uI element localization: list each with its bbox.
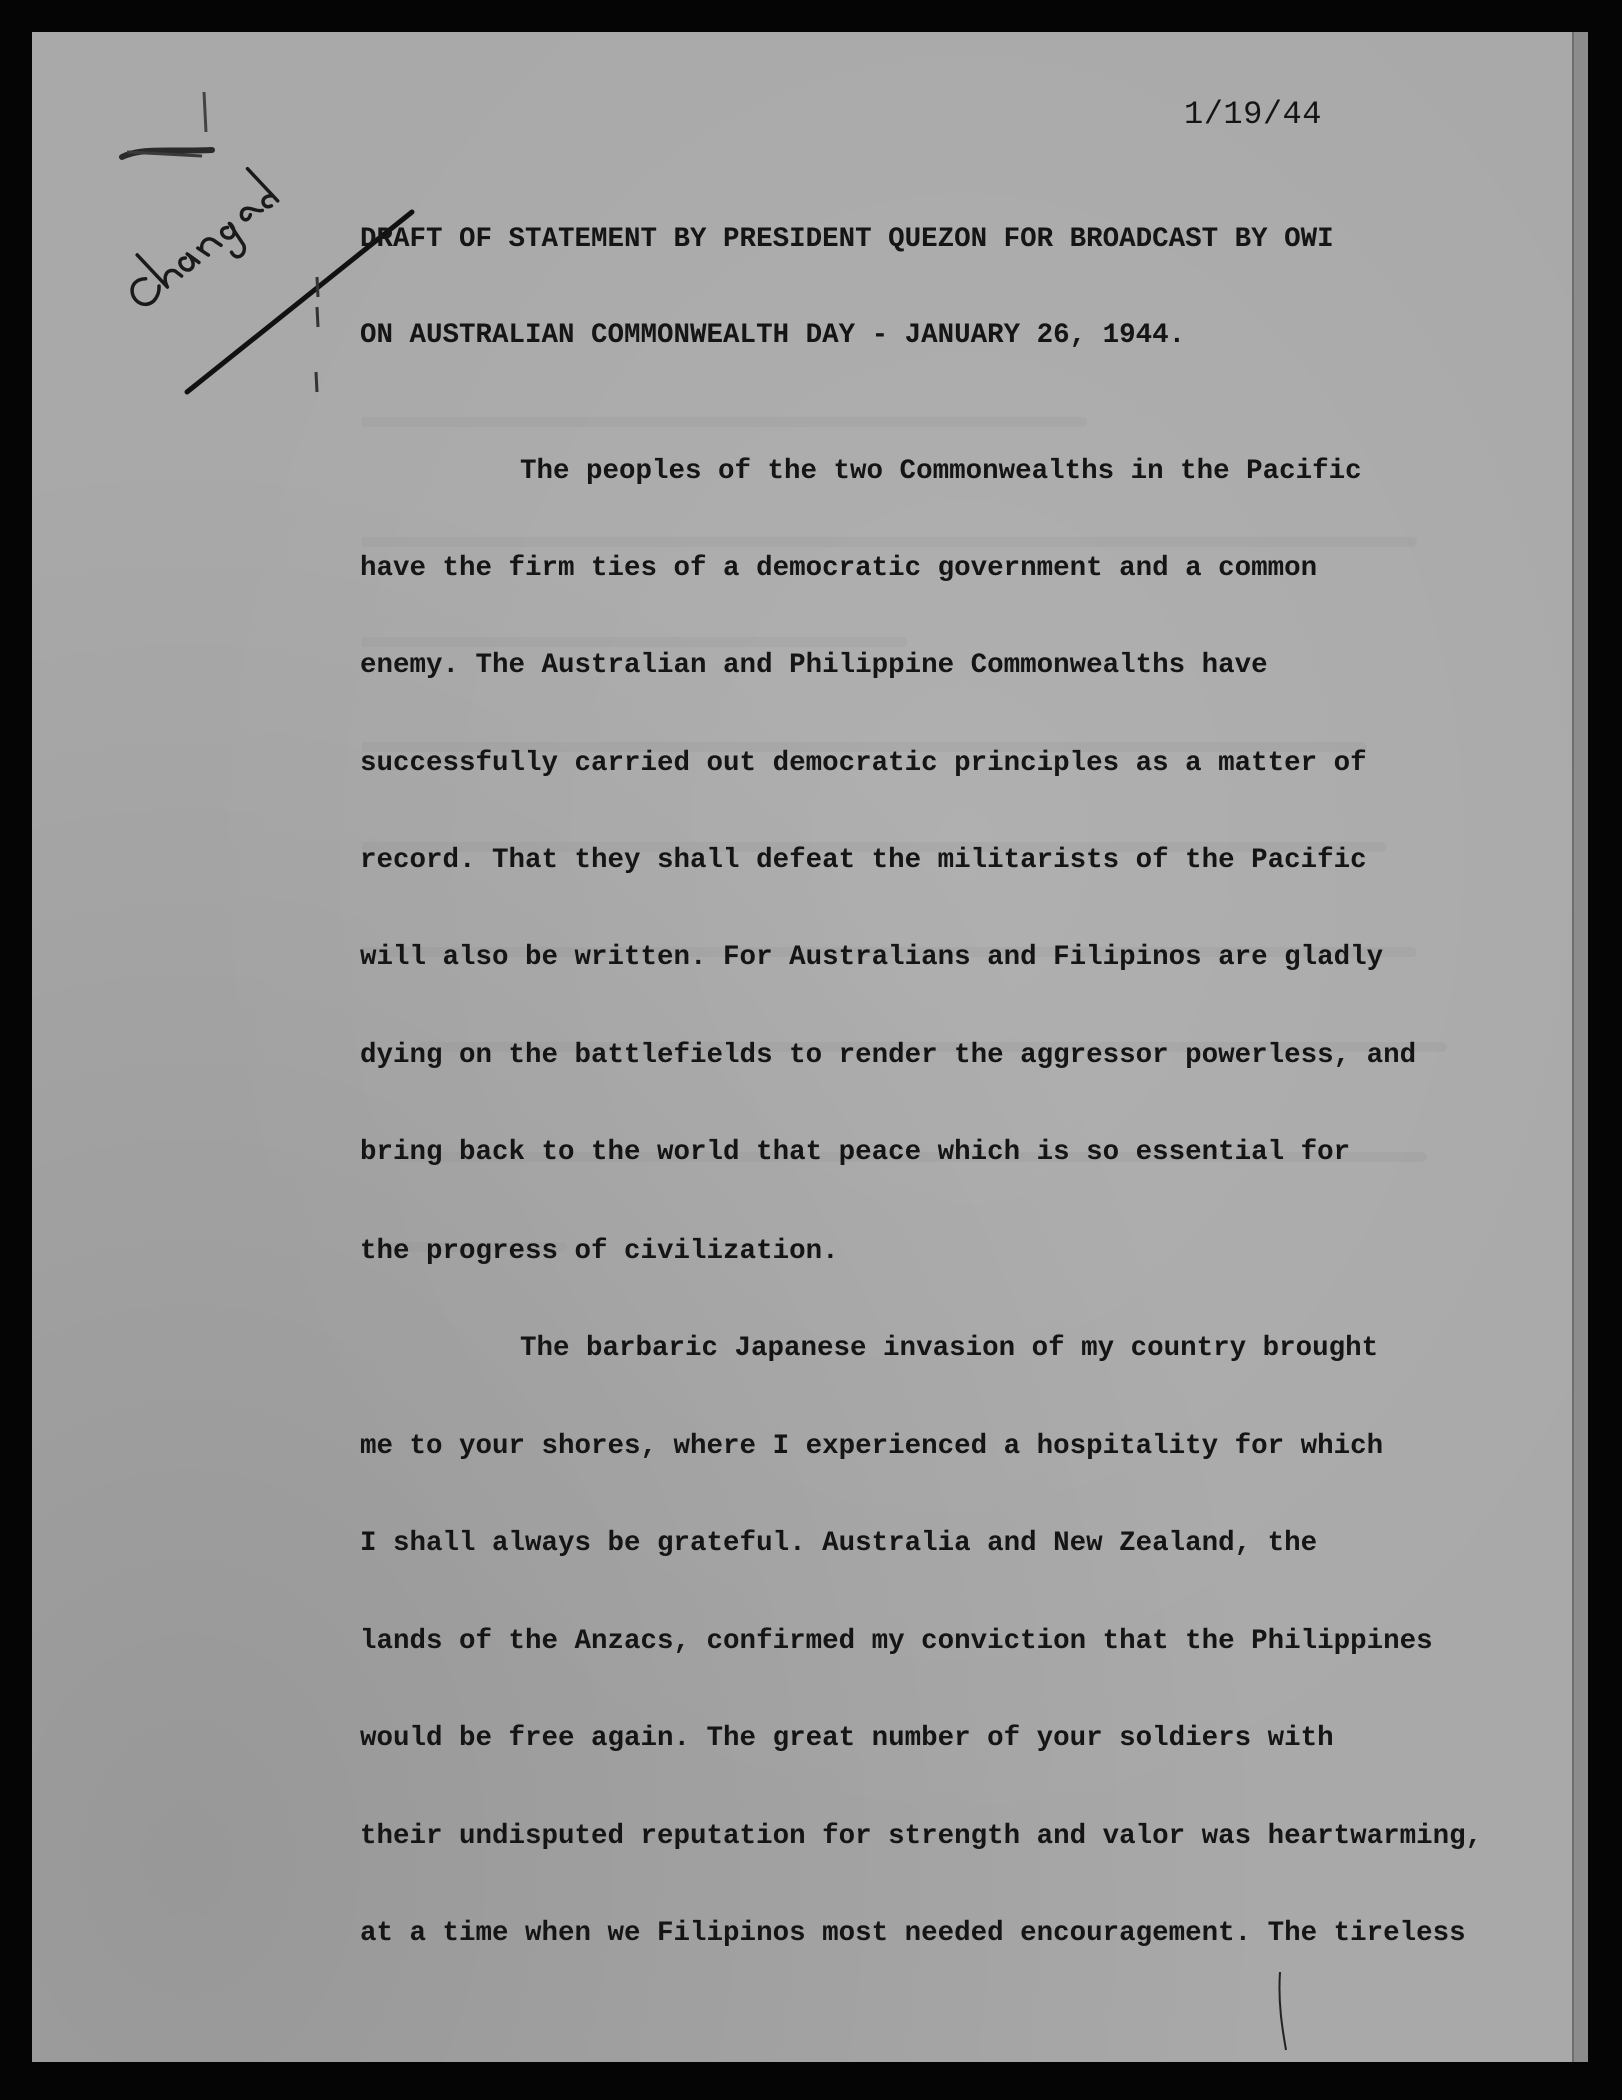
pen-mark	[1270, 1972, 1300, 2052]
body-line: the progress of civilization.	[360, 1236, 839, 1267]
body-line: me to your shores, where I experienced a hospitality for which	[360, 1431, 1384, 1462]
body-line: dying on the battlefields to render the aggressor powerless, and	[360, 1040, 1417, 1071]
body-line: have the firm ties of a democratic government and a common	[360, 553, 1318, 584]
document-page	[32, 32, 1588, 2062]
body-line: at a time when we Filipinos most needed encouragement. The tireless	[360, 1918, 1466, 1949]
paper-edge	[1572, 32, 1588, 2062]
body-line: lands of the Anzacs, confirmed my conviction that the Philippines	[360, 1626, 1433, 1657]
body-line: successfully carried out democratic principles as a matter of	[360, 748, 1367, 779]
handwritten-changed-mark	[92, 92, 432, 432]
body-line: their undisputed reputation for strength and valor was heartwarming,	[360, 1821, 1483, 1852]
body-line: The barbaric Japanese invasion of my country brought	[520, 1333, 1379, 1364]
document-title-line-1: DRAFT OF STATEMENT BY PRESIDENT QUEZON FOR BROADCAST BY OWI	[360, 224, 1334, 255]
document-title-line-2: ON AUSTRALIAN COMMONWEALTH DAY - JANUARY 26, 1944.	[360, 320, 1186, 351]
document-date: 1/19/44	[1184, 96, 1322, 133]
body-line: record. That they shall defeat the militarists of the Pacific	[360, 845, 1367, 876]
body-line: The peoples of the two Commonwealths in the Pacific	[520, 456, 1362, 487]
body-line: would be free again. The great number of your soldiers with	[360, 1723, 1334, 1754]
handwritten-annotation	[92, 92, 432, 432]
body-line: I shall always be grateful. Australia and New Zealand, the	[360, 1528, 1318, 1559]
body-line: will also be written. For Australians and Filipinos are gladly	[360, 942, 1384, 973]
body-line: enemy. The Australian and Philippine Commonwealths have	[360, 650, 1268, 681]
body-line: bring back to the world that peace which is so essential for	[360, 1137, 1351, 1168]
